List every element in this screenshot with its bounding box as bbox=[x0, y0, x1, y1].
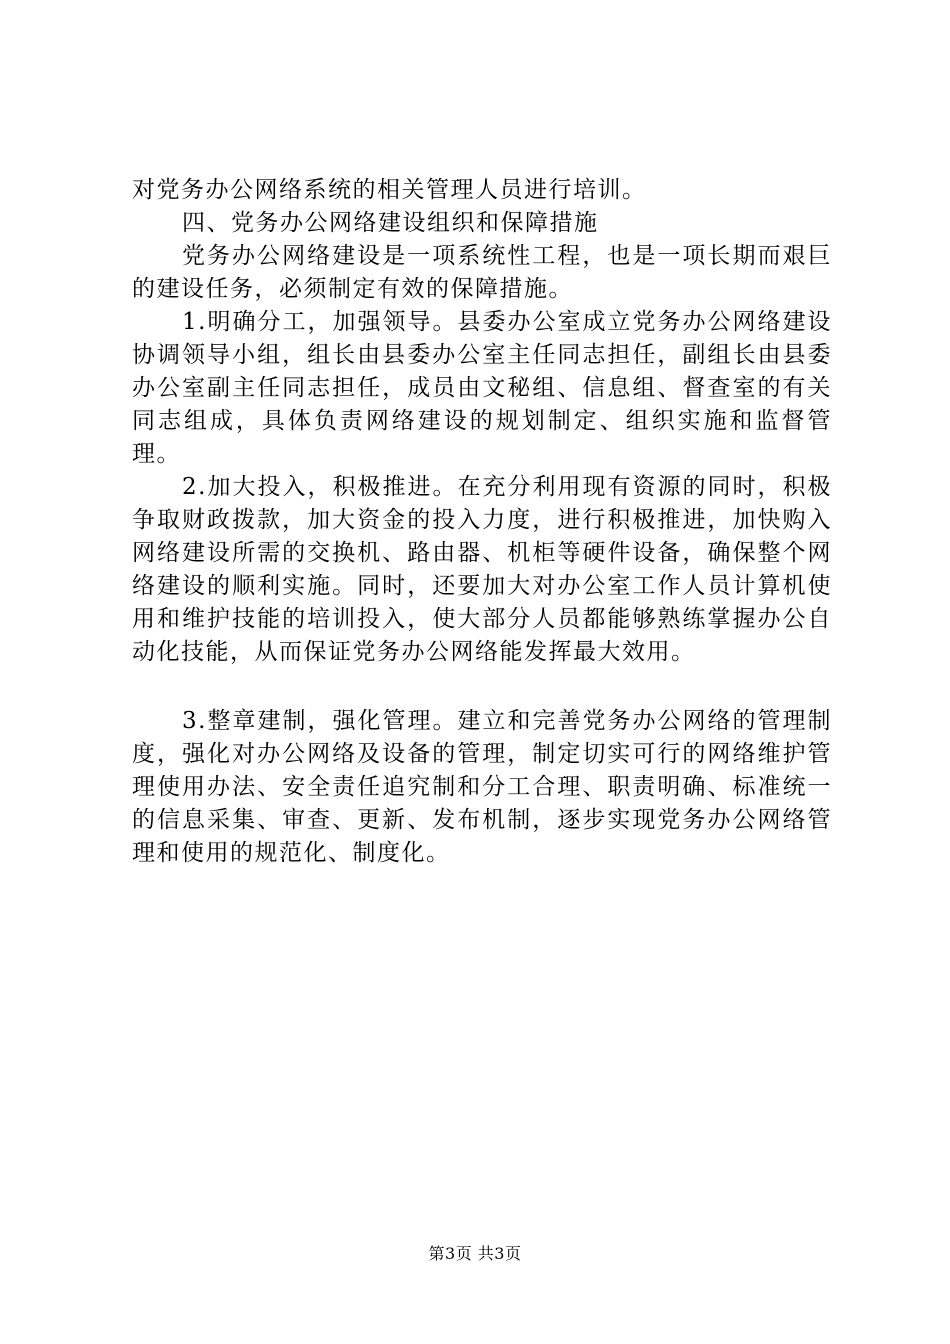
paragraph-item-3-regulations: 3.整章建制，强化管理。建立和完善党务办公网络的管理制度，强化对办公网络及设备的管理，制定切实可行的网络维护管理使用办法、安全责任追究制和分工合理、职责明确、标准统一的信息采集、审查、更新、发布机制，逐步实现党务办公网络管理和使用的规范化、制度化。 bbox=[132, 708, 832, 866]
section-heading-organization-measures: 四、党务办公网络建设组织和保障措施 bbox=[182, 210, 599, 236]
paragraph-item-1-division-of-labor: 1.明确分工，加强领导。县委办公室成立党务办公网络建设协调领导小组，组长由县委办公室主任同志担任，副组长由县委办公室副主任同志担任，成员由文秘组、信息组、督查室的有关同志组成，具体负责网络建设的规划制定、组织实施和监督管理。 bbox=[132, 309, 832, 467]
paragraph-item-2-investment: 2.加大投入，积极推进。在充分利用现有资源的同时，积极争取财政拨款，加大资金的投入力度，进行积极推进，加快购入网络建设所需的交换机、路由器、机柜等硬件设备，确保整个网络建设的顺利实施。同时，还要加大对办公室工作人员计算机使用和维护技能的培训投入，使大部分人员都能够熟练掌握办公自动化技能，从而保证党务办公网络能发挥最大效用。 bbox=[132, 474, 832, 665]
paragraph-intro-measures: 党务办公网络建设是一项系统性工程，也是一项长期而艰巨的建设任务，必须制定有效的保障措施。 bbox=[132, 243, 832, 302]
page-footer: 第3页 共3页 bbox=[428, 1244, 522, 1263]
document-body bbox=[132, 174, 832, 870]
paragraph-training-continuation: 对党务办公网络系统的相关管理人员进行培训。 bbox=[132, 177, 647, 203]
paragraph-spacer bbox=[132, 669, 832, 705]
